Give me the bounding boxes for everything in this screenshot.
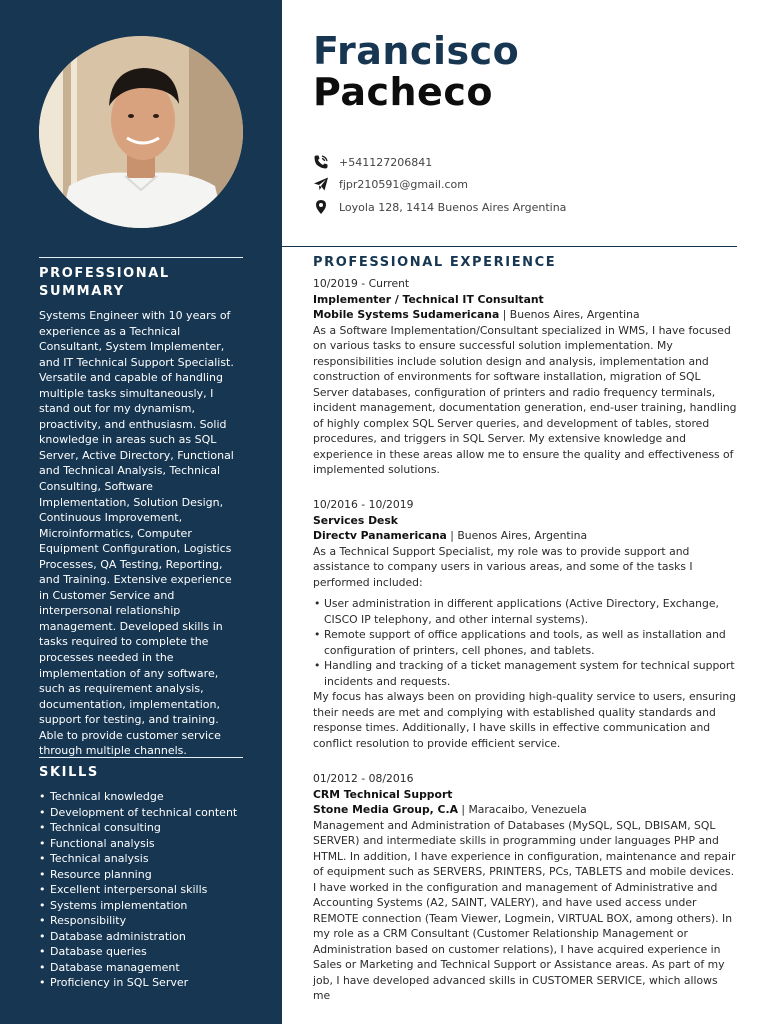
job-location: | Buenos Aires, Argentina <box>446 529 588 542</box>
skill-item: • Excellent interpersonal skills <box>39 882 249 898</box>
job-employer <box>313 528 737 544</box>
skill-item: • Technical analysis <box>39 851 249 867</box>
phone-icon <box>313 154 329 170</box>
job-entry <box>313 276 737 478</box>
profile-photo-illustration <box>39 36 243 228</box>
skill-item: • Functional analysis <box>39 836 249 852</box>
job-company: Directv Panamericana <box>313 529 447 542</box>
job-dates: 01/2012 - 08/2016 <box>313 772 414 785</box>
job-company: Mobile Systems Sudamericana <box>313 308 500 321</box>
job-employer <box>313 802 737 818</box>
sidebar <box>0 0 282 1024</box>
job-description: As a Software Implementation/Consultant specialized in WMS, I have focused on various tasks to ensure successful solution implementation. My responsibilities include solution design and analysis, implementation and construction of environments for software installation, migration of SQL Server databases, configuration of printers and radio frequency terminals, incident management, documentation generation, end-user training, handling of highly complex SQL Server queries, and development of tables, stored procedures, and triggers in SQL Server. My extensive knowledge and experience in these areas allow me to ensure the quality and effectiveness of implemented solutions. <box>313 323 737 476</box>
job-company: Stone Media Group, C.A <box>313 803 458 816</box>
skill-item: • Database queries <box>39 944 249 960</box>
paper-plane-icon <box>313 176 329 192</box>
main-content <box>282 0 768 1024</box>
summary-divider <box>39 257 243 258</box>
skill-item: • Development of technical content <box>39 805 249 821</box>
job-entry <box>313 497 737 751</box>
experience-divider <box>282 246 737 247</box>
job-description: As a Technical Support Specialist, my role was to provide support and assistance to company users in various areas, and some of the tasks I performed included: <box>313 544 693 589</box>
skill-item: • Systems implementation <box>39 898 249 914</box>
phone-number[interactable]: +541127206841 <box>339 155 433 169</box>
contact-email <box>313 176 468 192</box>
email-address[interactable]: fjpr210591@gmail.com <box>339 177 468 191</box>
skill-item: • Resource planning <box>39 867 249 883</box>
profile-photo <box>39 36 243 228</box>
skill-item: • Technical knowledge <box>39 789 249 805</box>
job-employer <box>313 307 737 323</box>
skill-item: • Responsibility <box>39 913 249 929</box>
job-title: Implementer / Technical IT Consultant <box>313 292 544 306</box>
job-dates: 10/2016 - 10/2019 <box>313 498 414 511</box>
summary-heading <box>39 265 170 301</box>
job-dates: 10/2019 - Current <box>313 277 410 290</box>
job-task-item: • Remote support of office applications and tools, as well as installation and configuration of printers, cell phones, and tablets. <box>313 627 737 658</box>
job-title: CRM Technical Support <box>313 787 453 801</box>
address: Loyola 128, 1414 Buenos Aires Argentina <box>339 200 567 214</box>
skills-divider <box>39 757 243 758</box>
skills-list <box>39 789 249 991</box>
first-name: Francisco <box>313 29 520 73</box>
contact-phone <box>313 154 432 170</box>
job-description: Management and Administration of Databases (MySQL, SQL, DBISAM, SQL SERVER) and intermediate skills in programming under languages PHP and HTML. In addition, I have experience in configuration, maintenance and repair of equipment such as SERVERS, PRINTERS, PCs, TABLETS and mobile devices. I have worked in the configuration and management of Administrative and Accounting Systems (A2, SAINT, VALERY), and have used access under REMOTE connection (Team Viewer, Logmein, VIRTUAL BOX, among others). In my role as a CRM Consultant (Customer Relationship Management or Administration based on customer relations), I have acquired experience in Sales or Marketing and Technical Support or Assistance areas. As part of my job, I have developed advanced skills in CUSTOMER SERVICE, which allows me <box>313 818 736 1002</box>
summary-heading-line1: PROFESSIONAL <box>39 266 170 281</box>
job-closing: My focus has always been on providing high-quality service to users, ensuring their needs are met and complying with established quality standards and response times. Additionally, I have skills in effective communication and conflict resolution to provide efficient service. <box>313 690 737 750</box>
skill-item: • Proficiency in SQL Server <box>39 975 249 991</box>
summary-heading-line2: SUMMARY <box>39 284 125 299</box>
job-title: Services Desk <box>313 513 398 527</box>
job-task-item: • Handling and tracking of a ticket management system for technical support incidents and requests. <box>313 658 737 689</box>
job-entry <box>313 771 737 1004</box>
skill-item: • Database administration <box>39 929 249 945</box>
job-location: | Buenos Aires, Argentina <box>499 308 640 321</box>
last-name: Pacheco <box>313 70 493 114</box>
job-task-list <box>313 596 737 689</box>
contact-address <box>313 199 566 215</box>
summary-text: Systems Engineer with 10 years of experience as a Technical Consultant, System Implementer, and IT Technical Support Specialist. Versatile and capable of handling multiple tasks simultaneously, I stand out for my dynamism, proactivity, and enthusiasm. Solid knowledge in areas such as SQL Server, Active Directory, Functional and Technical Analysis, Technical Consulting, Software Implementation, Solution Design, Continuous Improvement, Microinformatics, Computer Equipment Configuration, Logistics Processes, QA Testing, Reporting, and Training. Extensive experience in Customer Service and interpersonal relationship management. Developed skills in tasks required to complete the processes needed in the implementation of any software, such as requirement analysis, documentation, implementation, support for testing, and training. Able to provide customer service through multiple channels. <box>39 309 234 758</box>
skills-heading: SKILLS <box>39 765 99 780</box>
location-pin-icon <box>313 199 329 215</box>
skill-item: • Technical consulting <box>39 820 249 836</box>
skill-item: • Database management <box>39 960 249 976</box>
job-task-item: • User administration in different applications (Active Directory, Exchange, CISCO IP telephony, and other internal systems). <box>313 596 737 627</box>
job-location: | Maracaibo, Venezuela <box>457 803 587 816</box>
experience-heading: PROFESSIONAL EXPERIENCE <box>313 255 557 270</box>
